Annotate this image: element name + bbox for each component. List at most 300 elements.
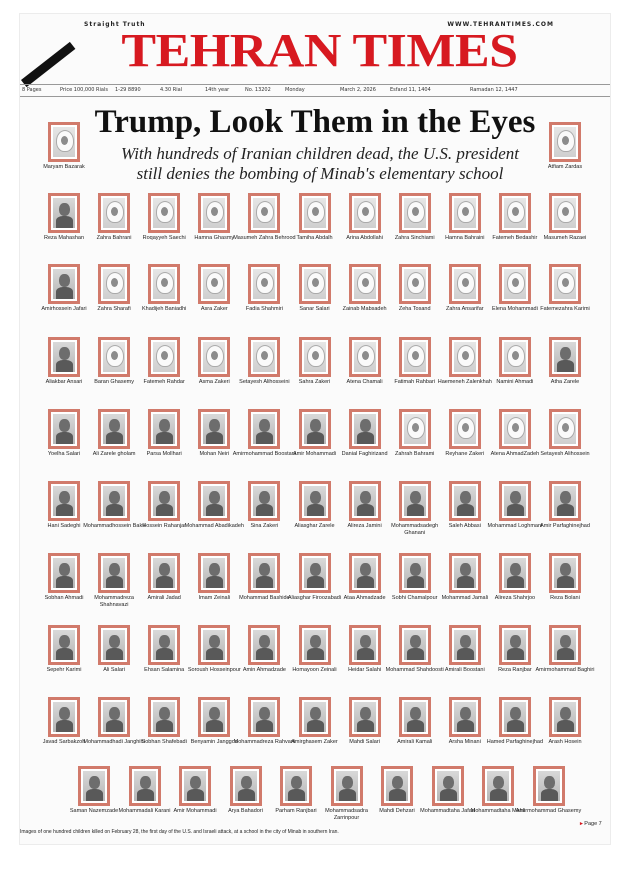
- photo-frame: [299, 264, 331, 304]
- portrait-photo: [103, 198, 125, 228]
- portrait-photo: [354, 558, 376, 588]
- victim-name: Alireza Jamini: [347, 523, 382, 529]
- portrait-photo: [354, 702, 376, 732]
- portrait-photo: [538, 771, 560, 801]
- victim-name: Fatemeh Rahdar: [143, 379, 185, 385]
- photo-frame: [349, 625, 381, 665]
- portrait-photo: [153, 486, 175, 516]
- portrait-photo: [83, 771, 105, 801]
- victim-name: Mohan Neiri: [199, 451, 230, 457]
- portrait-photo: [454, 486, 476, 516]
- portrait-photo: [454, 630, 476, 660]
- victim-card: [532, 553, 598, 625]
- victim-name: Benyamin Janggoo: [190, 739, 238, 745]
- portrait-photo: [304, 558, 326, 588]
- victim-name: Mohammadali Karani: [118, 808, 171, 814]
- photo-frame: [98, 481, 130, 521]
- victim-name: Mohammadreza Rahvani: [233, 739, 296, 745]
- portrait-photo: [554, 486, 576, 516]
- photo-frame: [299, 697, 331, 737]
- photo-frame: [482, 766, 514, 806]
- photo-frame: [98, 697, 130, 737]
- victim-name: Mahdi Dehzari: [379, 808, 415, 814]
- photo-frame: [549, 337, 581, 377]
- portrait-photo: [554, 269, 576, 299]
- portrait-photo: [404, 702, 426, 732]
- portrait-photo: [103, 702, 125, 732]
- portrait-photo: [354, 414, 376, 444]
- photo-frame: [198, 553, 230, 593]
- portrait-photo: [53, 198, 75, 228]
- victim-name: Sina Zakeri: [250, 523, 279, 529]
- portrait-photo: [304, 198, 326, 228]
- victim-name: Fatemeh Bedashir: [492, 235, 538, 241]
- portrait-photo: [103, 630, 125, 660]
- photo-frame: [549, 264, 581, 304]
- photo-frame: [48, 697, 80, 737]
- portrait-photo: [504, 414, 526, 444]
- photo-frame: [48, 193, 80, 233]
- photo-frame: [549, 481, 581, 521]
- photo-frame: [179, 766, 211, 806]
- victim-name: Amirmohammad Boostani: [232, 451, 297, 457]
- victim-name: Mohammad Abadikadeh: [184, 523, 244, 529]
- victim-name: Setayesh Alihossein: [540, 451, 590, 457]
- victim-name: Arina Abdollahi: [346, 235, 383, 241]
- victim-name: Ali Salari: [103, 667, 125, 673]
- info-bar: [20, 84, 610, 97]
- photo-frame: [198, 264, 230, 304]
- portrait-photo: [103, 486, 125, 516]
- victim-name: Hamna Bahraini: [445, 235, 485, 241]
- victim-name: Baran Ghasemy: [94, 379, 134, 385]
- portrait-photo: [235, 771, 257, 801]
- photo-frame: [349, 193, 381, 233]
- photo-frame: [78, 766, 110, 806]
- photo-frame: [148, 697, 180, 737]
- portrait-photo: [304, 269, 326, 299]
- portrait-photo: [487, 771, 509, 801]
- victim-card: [532, 264, 598, 336]
- photo-frame: [399, 553, 431, 593]
- victim-name: Mohammadreza Shahnavazi: [94, 595, 134, 608]
- victim-name: Amir Parfaghinejhad: [540, 523, 590, 529]
- portrait-photo: [253, 702, 275, 732]
- victim-name: Mohammadsadegh Ghanani: [391, 523, 439, 536]
- portrait-photo: [153, 269, 175, 299]
- portrait-photo: [53, 558, 75, 588]
- portrait-photo: [354, 486, 376, 516]
- portrait-photo: [153, 342, 175, 372]
- photo-frame: [299, 625, 331, 665]
- portrait-photo: [103, 269, 125, 299]
- victim-name: Reza Bolani: [550, 595, 580, 601]
- photo-frame: [48, 264, 80, 304]
- victim-name: Maryam Bazarak: [43, 164, 85, 170]
- photo-frame: [549, 625, 581, 665]
- portrait-photo: [153, 414, 175, 444]
- victim-name: Amirmohammad Ghasemy: [515, 808, 582, 814]
- photo-frame: [280, 766, 312, 806]
- victim-name: Asma Zakeri: [198, 379, 230, 385]
- page-reference: ▸ Page 7: [580, 821, 602, 827]
- photo-frame: [98, 193, 130, 233]
- victim-card: [532, 625, 598, 697]
- portrait-photo: [203, 198, 225, 228]
- victim-name: Heidar Salahi: [348, 667, 382, 673]
- victim-name: Sobhi Chamalpour: [391, 595, 438, 601]
- portrait-photo: [253, 198, 275, 228]
- portrait-photo: [554, 558, 576, 588]
- photo-frame: [48, 481, 80, 521]
- victim-name: Ehsan Salamina: [144, 667, 185, 673]
- victim-name: Setayesh Alihosseini: [239, 379, 290, 385]
- photo-frame: [198, 697, 230, 737]
- portrait-photo: [354, 342, 376, 372]
- victim-card: [532, 193, 598, 265]
- photo-frame: [299, 481, 331, 521]
- photo-frame: [499, 337, 531, 377]
- victim-name: Mohammad Shahdoosti: [385, 667, 444, 673]
- portrait-photo: [404, 558, 426, 588]
- portrait-photo: [53, 269, 75, 299]
- portrait-photo: [203, 342, 225, 372]
- photo-frame: [399, 337, 431, 377]
- victim-name: Amir Mohammadi: [173, 808, 217, 814]
- photo-frame: [198, 625, 230, 665]
- victim-name: Aliakbar Ansari: [45, 379, 83, 385]
- victim-name: Amin Ahmadzade: [242, 667, 286, 673]
- portrait-photo: [203, 558, 225, 588]
- info-item: March 2, 2026: [340, 87, 376, 93]
- victim-name: Zahra Sharafi: [97, 306, 131, 312]
- info-item: 1-29 8890: [115, 87, 141, 93]
- victim-card: [31, 122, 97, 194]
- victim-name: Fatemezahra Karimi: [540, 306, 590, 312]
- victim-name: Ataa Ahmadzade: [343, 595, 386, 601]
- info-item: Price 100,000 Rials: [60, 87, 108, 93]
- victim-card: [532, 697, 598, 769]
- portrait-photo: [153, 198, 175, 228]
- portrait-photo: [153, 702, 175, 732]
- portrait-photo: [404, 342, 426, 372]
- photo-frame: [248, 481, 280, 521]
- photo-frame: [399, 193, 431, 233]
- photo-frame: [449, 193, 481, 233]
- photo-frame: [331, 766, 363, 806]
- portrait-photo: [53, 702, 75, 732]
- portrait-photo: [386, 771, 408, 801]
- victim-name: Reyhane Zakeri: [445, 451, 485, 457]
- victim-name: Zeha Tosand: [398, 306, 431, 312]
- photo-frame: [449, 481, 481, 521]
- victim-name: Mohammad Jamali: [441, 595, 489, 601]
- photo-frame: [449, 697, 481, 737]
- portrait-photo: [454, 558, 476, 588]
- victim-name: Mohammadhadi Janghihi: [83, 739, 145, 745]
- subheadline: With hundreds of Iranian children dead, the U.S. president still denies the bombing of Minab's elementary school: [120, 144, 520, 183]
- photo-frame: [198, 337, 230, 377]
- victim-name: Reza Ranjbar: [498, 667, 532, 673]
- portrait-photo: [203, 486, 225, 516]
- victim-name: Parsa Mollhari: [146, 451, 182, 457]
- portrait-photo: [504, 630, 526, 660]
- photo-frame: [499, 697, 531, 737]
- info-item: 14th year: [205, 87, 230, 93]
- photo-frame: [381, 766, 413, 806]
- victim-name: Asra Zaker: [200, 306, 228, 312]
- portrait-photo: [354, 198, 376, 228]
- portrait-photo: [203, 414, 225, 444]
- victim-name: Hamed Parfaghinejhad: [486, 739, 544, 745]
- photo-frame: [198, 481, 230, 521]
- photo-frame: [248, 264, 280, 304]
- info-item: 4.30 Rial: [160, 87, 183, 93]
- victim-name: Atena AhmadZadeh: [490, 451, 540, 457]
- photo-frame: [299, 337, 331, 377]
- portrait-photo: [304, 630, 326, 660]
- photo-frame: [248, 409, 280, 449]
- website: WWW.TEHRANTIMES.COM: [447, 21, 554, 28]
- photo-frame: [148, 481, 180, 521]
- portrait-photo: [253, 342, 275, 372]
- portrait-photo: [454, 414, 476, 444]
- victim-name: Fatimah Rahbari: [394, 379, 436, 385]
- photo-frame: [98, 553, 130, 593]
- portrait-photo: [504, 702, 526, 732]
- victim-name: Yoelha Salari: [47, 451, 81, 457]
- victim-name: Saman Nazemzade: [69, 808, 119, 814]
- tagline: Straight Truth: [84, 21, 146, 28]
- photo-frame: [148, 193, 180, 233]
- photo-frame: [98, 625, 130, 665]
- portrait-photo: [504, 269, 526, 299]
- photo-frame: [499, 409, 531, 449]
- victim-name: Sepehr Karimi: [46, 667, 82, 673]
- portrait-photo: [253, 269, 275, 299]
- victim-card: [516, 766, 582, 838]
- info-item: Monday: [285, 87, 305, 93]
- photo-frame: [299, 553, 331, 593]
- photo-frame: [148, 553, 180, 593]
- photo-frame: [299, 193, 331, 233]
- victim-name: Aliasghar Firoozabadi: [287, 595, 342, 601]
- photo-frame: [449, 553, 481, 593]
- portrait-photo: [253, 630, 275, 660]
- portrait-photo: [404, 630, 426, 660]
- portrait-photo: [103, 342, 125, 372]
- photo-frame: [499, 553, 531, 593]
- victim-name: Haemeneh Zalenkhah: [437, 379, 492, 385]
- portrait-photo: [404, 414, 426, 444]
- photo-frame: [533, 766, 565, 806]
- victim-name: Atena Chamali: [346, 379, 383, 385]
- victim-name: Amirali Kamali: [397, 739, 433, 745]
- photo-frame: [299, 409, 331, 449]
- portrait-photo: [53, 414, 75, 444]
- photo-frame: [499, 481, 531, 521]
- photo-frame: [399, 409, 431, 449]
- photo-frame: [248, 697, 280, 737]
- photo-frame: [349, 481, 381, 521]
- portrait-photo: [504, 198, 526, 228]
- victim-name: Elena Mohammadi: [491, 306, 538, 312]
- victim-name: Arash Hosein: [548, 739, 582, 745]
- victim-name: Mohammadtaha Jafari: [420, 808, 475, 814]
- portrait-photo: [354, 269, 376, 299]
- photo-frame: [129, 766, 161, 806]
- portrait-photo: [404, 269, 426, 299]
- photo-frame: [349, 697, 381, 737]
- victim-name: Zahrah Bahrami: [394, 451, 435, 457]
- victim-card: [532, 337, 598, 409]
- portrait-photo: [504, 558, 526, 588]
- photo-frame: [499, 625, 531, 665]
- photo-frame: [148, 625, 180, 665]
- photo-frame: [248, 337, 280, 377]
- photo-frame: [148, 337, 180, 377]
- portrait-photo: [336, 771, 358, 801]
- portrait-photo: [454, 198, 476, 228]
- victim-name: Javad Sarbakzoh: [42, 739, 86, 745]
- victim-name: Arya Bahadori: [228, 808, 263, 814]
- victim-name: Mohammad Loghmani: [487, 523, 543, 529]
- victim-name: Masumeh Razaei: [543, 235, 587, 241]
- victim-name: Mohammadhossein Bakti: [83, 523, 145, 529]
- photo-frame: [98, 409, 130, 449]
- caption: Images of one hundred children killed on February 28, the first day of the U.S. and Israeli attack, at a school in the city of Minab in southern Iran.: [20, 829, 339, 835]
- portrait-photo: [304, 414, 326, 444]
- photo-frame: [248, 625, 280, 665]
- victim-name: Reza Mahashan: [43, 235, 85, 241]
- page-reference-label: Page 7: [584, 821, 602, 827]
- victim-name: Zahra Ansarifar: [445, 306, 484, 312]
- victim-name: Mahdi Salari: [349, 739, 380, 745]
- portrait-photo: [203, 702, 225, 732]
- victim-name: Danial Faghirizand: [341, 451, 388, 457]
- victim-name: Atfiam Zardas: [547, 164, 583, 170]
- photo-frame: [549, 122, 581, 162]
- victim-name: Hamna Ghasmy: [194, 235, 235, 241]
- portrait-photo: [53, 342, 75, 372]
- victim-name: Atha Zarele: [550, 379, 580, 385]
- portrait-photo: [184, 771, 206, 801]
- photo-frame: [449, 264, 481, 304]
- victim-name: Sahra Zakeri: [298, 379, 331, 385]
- portrait-photo: [304, 486, 326, 516]
- photo-frame: [449, 625, 481, 665]
- victim-name: Zahra Bahrani: [96, 235, 132, 241]
- photo-frame: [549, 553, 581, 593]
- info-item: No. 13202: [245, 87, 271, 93]
- portrait-photo: [153, 630, 175, 660]
- photo-frame: [499, 264, 531, 304]
- portrait-photo: [404, 198, 426, 228]
- info-item: Ramadan 12, 1447: [470, 87, 518, 93]
- portrait-photo: [554, 702, 576, 732]
- photo-frame: [449, 409, 481, 449]
- victim-name: Ali Zarele gholam: [92, 451, 136, 457]
- portrait-photo: [454, 702, 476, 732]
- victim-name: Sobhan Shafebadi: [141, 739, 187, 745]
- victim-name: Saleh Abbasi: [448, 523, 481, 529]
- portrait-photo: [253, 558, 275, 588]
- portrait-photo: [554, 127, 576, 157]
- photo-frame: [48, 337, 80, 377]
- victim-name: Sobhan Ahmadi: [44, 595, 84, 601]
- portrait-photo: [404, 486, 426, 516]
- victim-name: Arsha Minani: [448, 739, 481, 745]
- portrait-photo: [454, 342, 476, 372]
- portrait-photo: [134, 771, 156, 801]
- photo-frame: [432, 766, 464, 806]
- portrait-photo: [554, 342, 576, 372]
- photo-frame: [148, 264, 180, 304]
- portrait-photo: [437, 771, 459, 801]
- photo-frame: [449, 337, 481, 377]
- victim-name: Amirhossein Jafari: [41, 306, 87, 312]
- victim-name: Hossein Rahanjar: [142, 523, 187, 529]
- photo-frame: [399, 697, 431, 737]
- victim-name: Roqayyeh Saechi: [142, 235, 186, 241]
- portrait-photo: [253, 486, 275, 516]
- portrait-photo: [53, 486, 75, 516]
- photo-frame: [98, 337, 130, 377]
- victim-name: Alireza Shahrjoo: [494, 595, 536, 601]
- victim-name: Amir Mohammadi: [292, 451, 337, 457]
- portrait-photo: [554, 198, 576, 228]
- victim-card: [532, 481, 598, 553]
- info-item: 8 Pages: [22, 87, 42, 93]
- portrait-photo: [53, 127, 75, 157]
- photo-frame: [248, 553, 280, 593]
- portrait-photo: [153, 558, 175, 588]
- victim-card: [532, 409, 598, 481]
- victim-name: Amirali Boostani: [444, 667, 485, 673]
- victim-name: Parham Ranjbari: [275, 808, 317, 814]
- victim-name: Masumeh Zahra Behrood: [233, 235, 296, 241]
- portrait-photo: [304, 702, 326, 732]
- portrait-photo: [504, 486, 526, 516]
- photo-frame: [198, 193, 230, 233]
- photo-frame: [48, 122, 80, 162]
- photo-frame: [48, 409, 80, 449]
- portrait-photo: [554, 414, 576, 444]
- portrait-photo: [354, 630, 376, 660]
- portrait-photo: [554, 630, 576, 660]
- photo-frame: [349, 553, 381, 593]
- victim-name: Khadijeh Baniadhi: [142, 306, 187, 312]
- photo-frame: [399, 264, 431, 304]
- photo-frame: [48, 625, 80, 665]
- portrait-photo: [304, 342, 326, 372]
- photo-frame: [98, 264, 130, 304]
- victim-name: Namini Ahmadi: [496, 379, 534, 385]
- portrait-photo: [285, 771, 307, 801]
- headline: Trump, Look Them in the Eyes: [94, 104, 536, 140]
- victim-name: Mohammadtaha Mahli: [470, 808, 526, 814]
- victim-name: Tamiha Abdalh: [296, 235, 333, 241]
- photo-frame: [230, 766, 262, 806]
- victim-name: Fadia Shahmiri: [245, 306, 283, 312]
- victim-name: Amirmohammad Baghiri: [535, 667, 595, 673]
- victim-name: Aliasghar Zarele: [294, 523, 335, 529]
- photo-frame: [499, 193, 531, 233]
- victim-name: Amirghasem Zaker: [291, 739, 338, 745]
- photo-frame: [48, 553, 80, 593]
- victim-name: Mohammad Bashide: [239, 595, 290, 601]
- photo-frame: [349, 409, 381, 449]
